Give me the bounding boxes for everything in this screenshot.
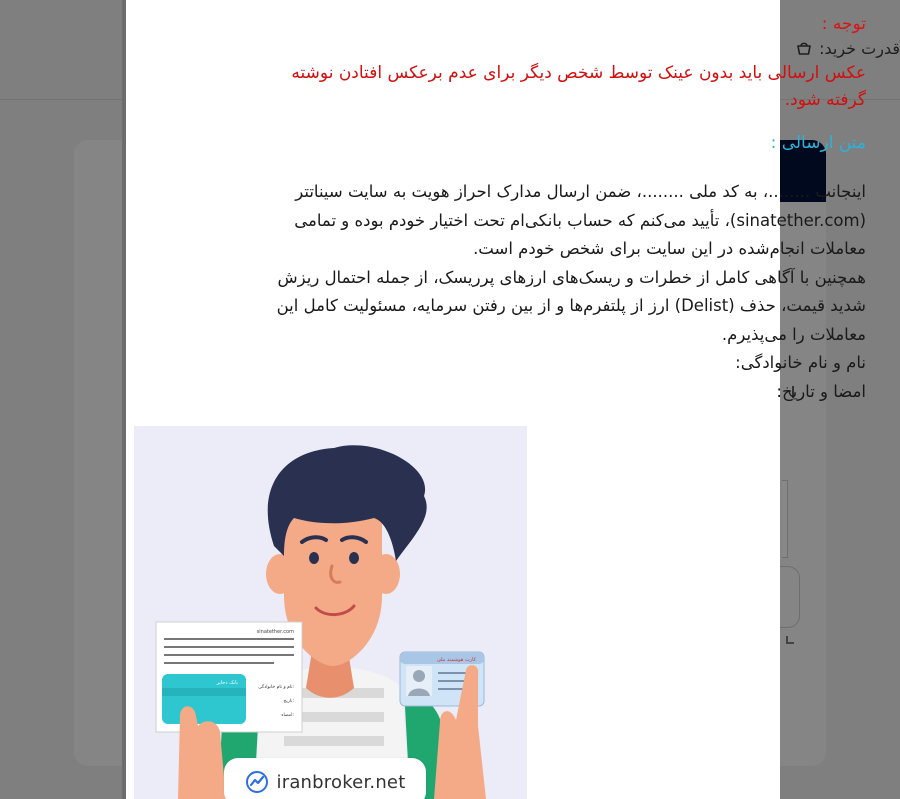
paper-field-date: تاریخ: — [283, 699, 294, 704]
basket-icon — [795, 39, 813, 57]
trend-chart-icon — [245, 770, 269, 794]
watermark-badge — [224, 758, 426, 799]
send-text-title: متن ارسالی : — [770, 133, 866, 153]
note-text: عکس ارسالی باید بدون عینک توسط شخص دیگر برای عدم برعکس افتادن نوشته گرفته شود. — [291, 63, 866, 110]
paper-site: sinatether.com — [256, 629, 294, 635]
paragraph-risk: همچنین با آگاهی کامل از خطرات و ریسک‌های ارزهای پرریسک، از جمله احتمال ریزش شدید قیمت، حذف (Delist) ارز از پلتفرم‌ها و از بین رفتن سرمایه، مسئولیت کامل این معاملات را می‌پذیرم. — [276, 267, 866, 344]
background-mark-2 — [786, 636, 794, 644]
paragraph-declaration: اینجانب ........، به کد ملی ........، ضمن ارسال مدارک احراز هویت به سایت سیناتتر (sinatether.com)، تأیید می‌کنم که حساب بانکی‌ام تحت اختیار خودم بوده و تمامی معاملات انجام‌شده در این سایت برای شخص خودم است. — [294, 182, 866, 258]
send-text-body — [276, 178, 866, 406]
id-card-label: کارت هوشمند ملی — [436, 657, 476, 663]
paper-field-signature: امضاء: — [281, 713, 294, 718]
paragraph-signature: امضا و تاریخ: — [776, 381, 866, 401]
note-title: توجه : — [821, 14, 866, 34]
purchase-power-label: قدرت خرید: — [819, 38, 900, 58]
paragraph-name: نام و نام خانوادگی: — [735, 353, 866, 372]
purchase-power — [795, 36, 900, 60]
paper-field-name: نام و نام خانوادگی: — [258, 685, 294, 690]
background-field — [782, 480, 788, 558]
bank-card-label: بانک ذخایر — [216, 680, 238, 686]
bank-card — [162, 674, 246, 724]
sample-photo-illustration — [134, 426, 527, 799]
watermark-text: iranbroker.net — [276, 771, 406, 793]
background-input — [780, 566, 800, 628]
